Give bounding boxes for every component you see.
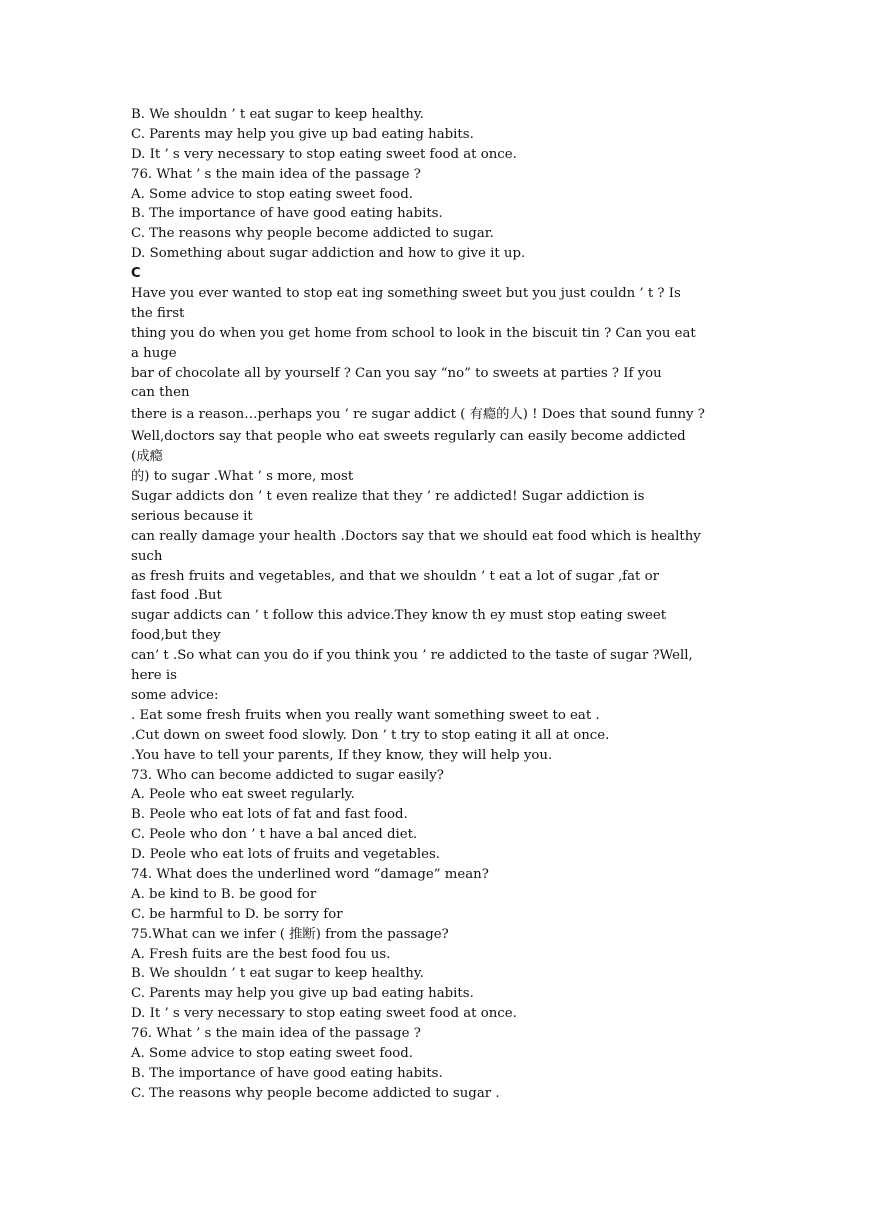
text-line: here is [131,668,177,684]
text-line: C. be harmful to D. be sorry for [131,906,343,922]
text-line: B. We shouldn ’ t eat sugar to keep healthy. [131,966,424,982]
text-line: B. Peole who eat lots of fat and fast food. [131,807,408,823]
text-line: can really damage your health .Doctors say that we should eat food which is healthy [131,528,701,544]
text-line: C. The reasons why people become addicted to sugar . [131,1085,500,1101]
text-line: as fresh fruits and vegetables, and that we shouldn ’ t eat a lot of sugar ,fat or [131,568,659,584]
text-line: sugar addicts can ’ t follow this advice.They know th ey must stop eating sweet [131,608,667,624]
text-line: A. Fresh fuits are the best food fou us. [131,946,391,962]
text-line: food,but they [131,628,221,644]
text-line: 73. Who can become addicted to sugar easily? [131,767,444,783]
text-line: there is a reason…perhaps you ’ re sugar addict ( 有瘾的人) ! Does that sound funny ? [131,407,705,423]
text-line: the first [131,305,185,321]
text-line: 76. What ’ s the main idea of the passage ? [131,166,421,182]
text-line: fast food .But [131,588,222,604]
text-line: A. Some advice to stop eating sweet food. [131,1045,413,1061]
document-text [131,105,739,1104]
text-line: D. It ’ s very necessary to stop eating sweet food at once. [131,146,517,162]
text-line: Have you ever wanted to stop eat ing something sweet but you just couldn ’ t ? Is [131,286,681,302]
text-line: C. Parents may help you give up bad eating habits. [131,986,474,1002]
text-line: B. The importance of have good eating habits. [131,1065,443,1081]
text-line: Sugar addicts don ’ t even realize that they ’ re addicted! Sugar addiction is [131,489,645,505]
text-line: B. The importance of have good eating habits. [131,206,443,222]
text-line: 76. What ’ s the main idea of the passage ? [131,1026,421,1042]
text-line: A. Peole who eat sweet regularly. [131,787,355,803]
text-line: D. Peole who eat lots of fruits and vegetables. [131,847,440,863]
text-line: thing you do when you get home from school to look in the biscuit tin ? Can you eat [131,325,696,341]
text-line: B. We shouldn ’ t eat sugar to keep healthy. [131,107,424,122]
text-line: .You have to tell your parents, If they know, they will help you. [131,747,553,763]
text-line: C [131,266,141,282]
text-line: can then [131,385,190,401]
text-line: . Eat some fresh fruits when you really want something sweet to eat . [131,707,600,723]
text-line: such [131,548,163,564]
text-line: 75.What can we infer ( 推断) from the passage? [131,926,449,942]
text-line: D. It ’ s very necessary to stop eating sweet food at once. [131,1006,517,1022]
text-line: Well,doctors say that people who eat sweets regularly can easily become addicted [131,429,686,445]
text-line: 的) to sugar .What ’ s more, most [131,469,354,485]
text-line: bar of chocolate all by yourself ? Can you say “no” to sweets at parties ? If you [131,365,662,381]
text-line: C. Peole who don ’ t have a bal anced diet. [131,827,418,843]
text-line: C. The reasons why people become addicted to sugar. [131,226,494,242]
text-line: D. Something about sugar addiction and how to give it up. [131,246,526,262]
text-line: .Cut down on sweet food slowly. Don ’ t try to stop eating it all at once. [131,727,610,743]
text-line: 74. What does the underlined word “damage” mean? [131,866,489,882]
text-line: C. Parents may help you give up bad eating habits. [131,126,474,142]
text-line: a huge [131,345,177,361]
text-line: (成瘾 [131,449,163,465]
text-line: A. Some advice to stop eating sweet food. [131,186,413,202]
text-line: A. be kind to B. be good for [131,886,317,902]
text-line: serious because it [131,508,253,524]
text-line: can’ t .So what can you do if you think you ’ re addicted to the taste of sugar ?Well, [131,648,693,664]
text-line: some advice: [131,687,219,703]
